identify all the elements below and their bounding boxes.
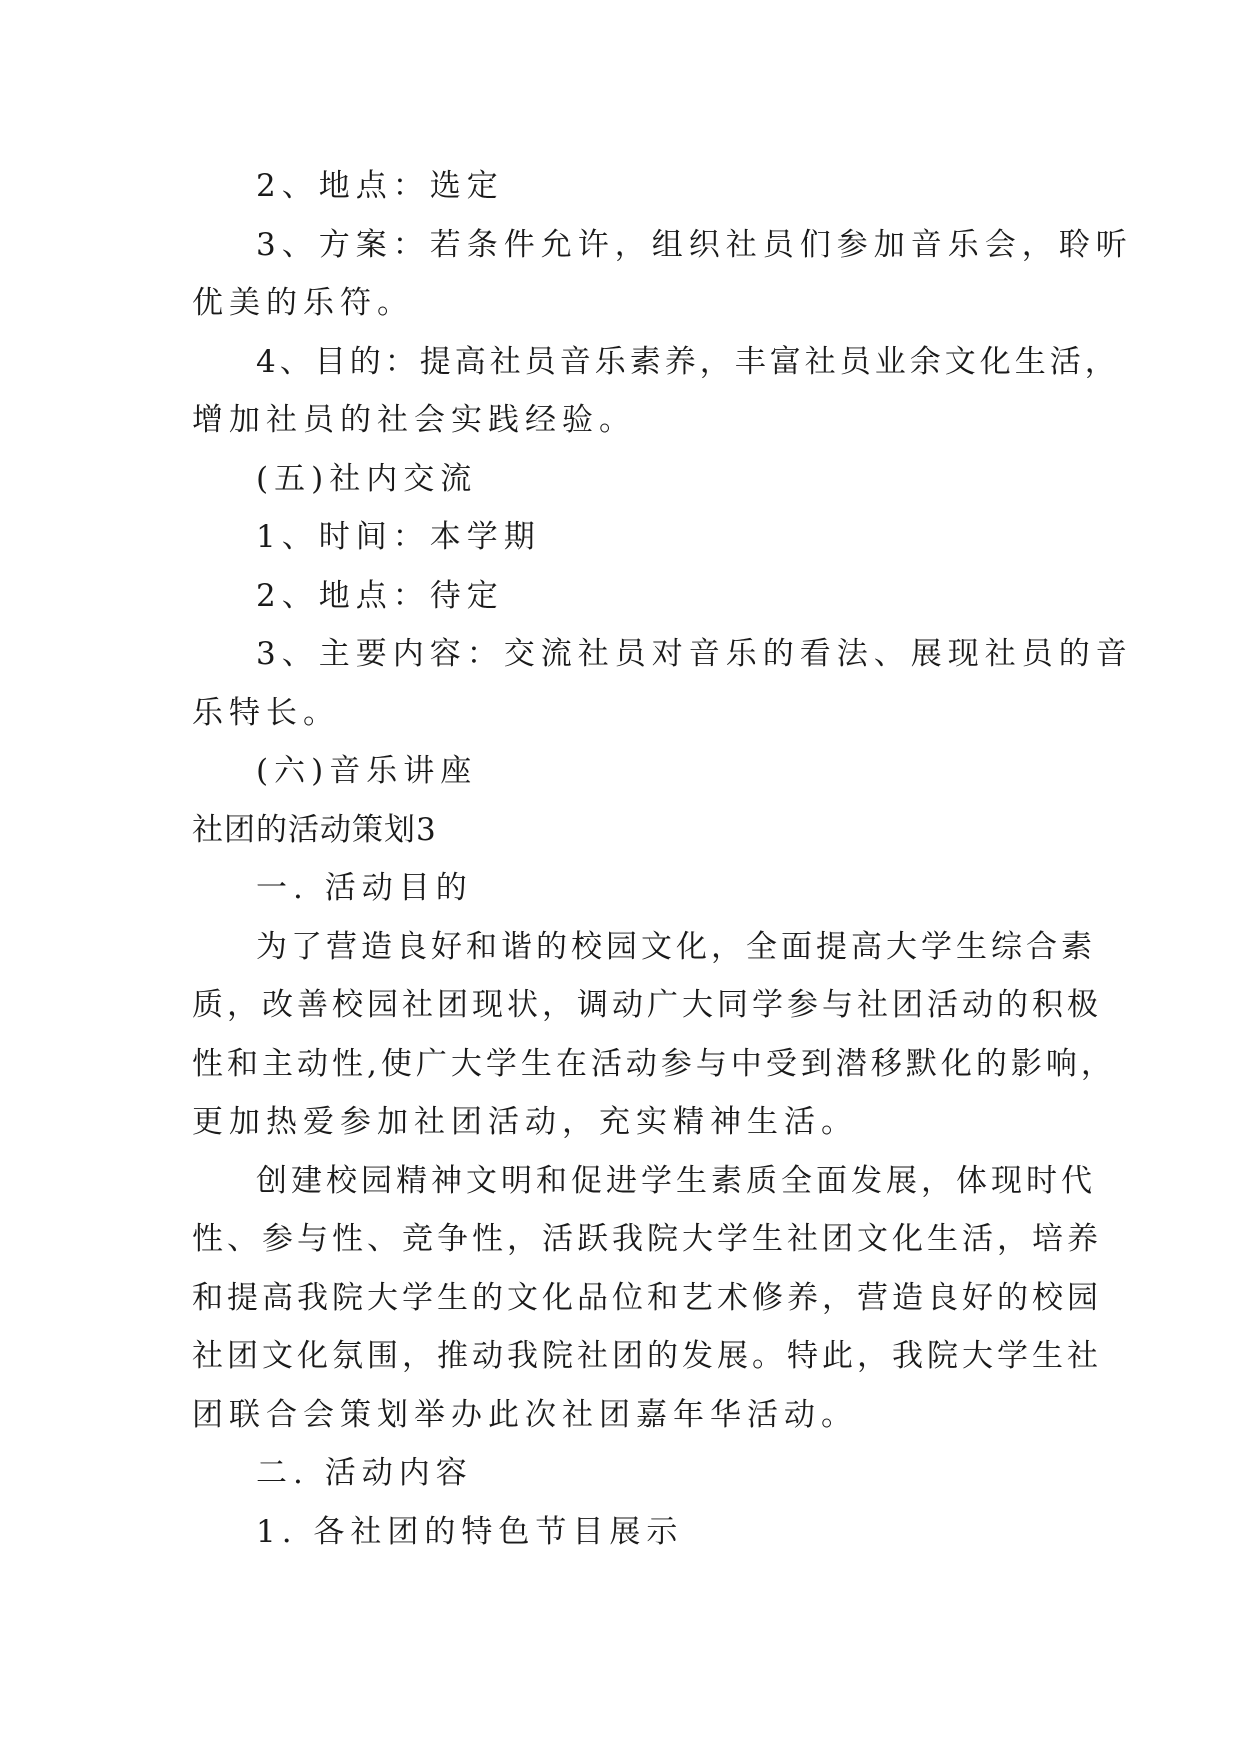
- section-heading: 二. 活动内容: [256, 1455, 473, 1491]
- paragraph-line: 4、目的：提高社员音乐素养，丰富社员业余文化生活，: [256, 343, 1120, 380]
- paragraph-line: 3、主要内容：交流社员对音乐的看法、展现社员的音: [256, 636, 1133, 672]
- paragraph-line: 2、地点：待定: [256, 577, 504, 614]
- paragraph-line: 创建校园精神文明和促进学生素质全面发展，体现时代: [256, 1162, 1096, 1199]
- paragraph-line: 为了营造良好和谐的校园文化，全面提高大学生综合素: [256, 928, 1096, 965]
- paragraph-line: 社团文化氛围，推动我院社团的发展。特此，我院大学生社: [192, 1338, 1102, 1374]
- paragraph-line: 性、参与性、竞争性，活跃我院大学生社团文化生活，培养: [192, 1221, 1102, 1257]
- paragraph-line: 3、方案：若条件允许，组织社员们参加音乐会，聆听: [256, 226, 1133, 263]
- document-body: [192, 157, 1133, 1561]
- paragraph-line: 质，改善校园社团现状，调动广大同学参与社团活动的积极: [192, 987, 1102, 1023]
- paragraph-line: 1. 各社团的特色节目展示: [256, 1513, 684, 1550]
- paragraph-line: 1、时间：本学期: [256, 519, 541, 555]
- paragraph-line: 2、地点：选定: [256, 168, 504, 204]
- paragraph-line: 团联合会策划举办此次社团嘉年华活动。: [192, 1396, 858, 1433]
- section-heading: 一. 活动目的: [256, 870, 473, 906]
- paragraph-line: 和提高我院大学生的文化品位和艺术修养，营造良好的校园: [192, 1279, 1102, 1316]
- paragraph-line: 性和主动性,使广大学生在活动参与中受到潜移默化的影响，: [192, 1045, 1116, 1082]
- paragraph-line: 更加热爱参加社团活动，充实精神生活。: [192, 1104, 858, 1140]
- document-title: 社团的活动策划3: [192, 811, 437, 848]
- section-heading: (六)音乐讲座: [256, 753, 478, 789]
- paragraph-line: 增加社员的社会实践经验。: [192, 402, 636, 438]
- paragraph-line: 优美的乐符。: [192, 285, 414, 321]
- paragraph-line: 乐特长。: [192, 694, 340, 731]
- section-heading: (五)社内交流: [256, 460, 478, 497]
